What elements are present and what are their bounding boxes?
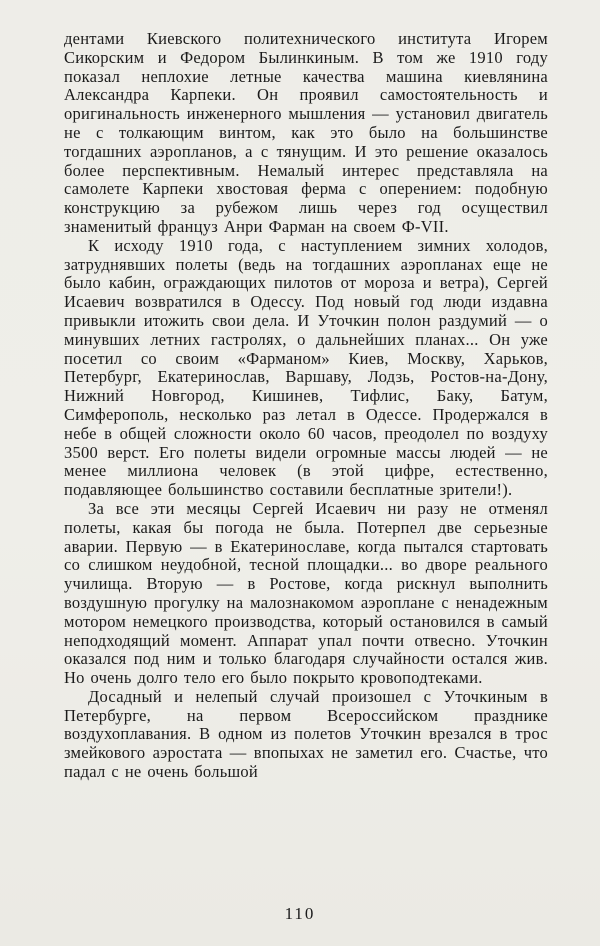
paragraph: Досадный и нелепый случай произошел с Уточкиным в Петербурге, на первом Всероссийском празднике воздухоплавания. В одном из полетов Уточкин врезался в трос змейкового аэростата — впопыхах не заметил его. Счастье, что падал с не очень большой xyxy=(64,686,548,782)
page-text-block xyxy=(64,30,548,782)
paragraph: За все эти месяцы Сергей Исаевич ни разу не отменял полеты, какая бы погода не была. Потерпел две серьезные аварии. Первую — в Екатеринославе, когда пытался стартовать со слишком неудобной, тесной площадки... во дворе реального училища. Вторую — в Ростове, когда рискнул выполнить воздушную прогулку на малознакомом аэроплане с ненадежным мотором немецкого производства, который остановился в самый неподходящий момент. Аппарат упал почти отвесно. Уточкин оказался под ним и только благодаря случайности остался жив. Но очень долго тело его было покрыто кровоподтеками. xyxy=(64,498,548,688)
paragraph: К исходу 1910 года, с наступлением зимних холодов, затруднявших полеты (ведь на тогдашних аэропланах еще не было кабин, ограждающих пилотов от мороза и ветра), Сергей Исаевич возвратился в Одессу. Под новый год люди издавна привыкли итожить свои дела. И Уточкин полон раздумий — о минувших летних гастролях, о дальнейших планах... Он уже посетил со своим «Фарманом» Киев, Москву, Харьков, Петербург, Екатеринослав, Варшаву, Лодзь, Ростов-на-Дону, Нижний Новгород, Кишинев, Тифлис, Баку, Батум, Симферополь, несколько раз летал в Одессе. Продержался в небе в общей сложности около 60 часов, преодолел по воздуху 3500 верст. Его полеты видели огромные массы людей — не менее миллиона человек (в этой цифре, естественно, подавляющее большинство составили бесплатные зрители!). xyxy=(64,235,548,500)
page-number: 110 xyxy=(284,904,316,923)
paragraph: дентами Киевского политехнического института Игорем Сикорским и Федором Былинкиным. В том же 1910 году показал неплохие летные качества машина киевлянина Александра Карпеки. Он проявил самостоятельность и оригинальность инженерного мышления — установил двигатель не с толкающим винтом, как это было на большинстве тогдашних аэропланов, а с тянущим. И это решение оказалось более перспективным. Немалый интерес представляла на самолете Карпеки хвостовая ферма с оперением: подобную конструкцию за рубежом лишь через год осуществил знаменитый француз Анри Фарман на своем Ф-VII. xyxy=(64,29,548,236)
